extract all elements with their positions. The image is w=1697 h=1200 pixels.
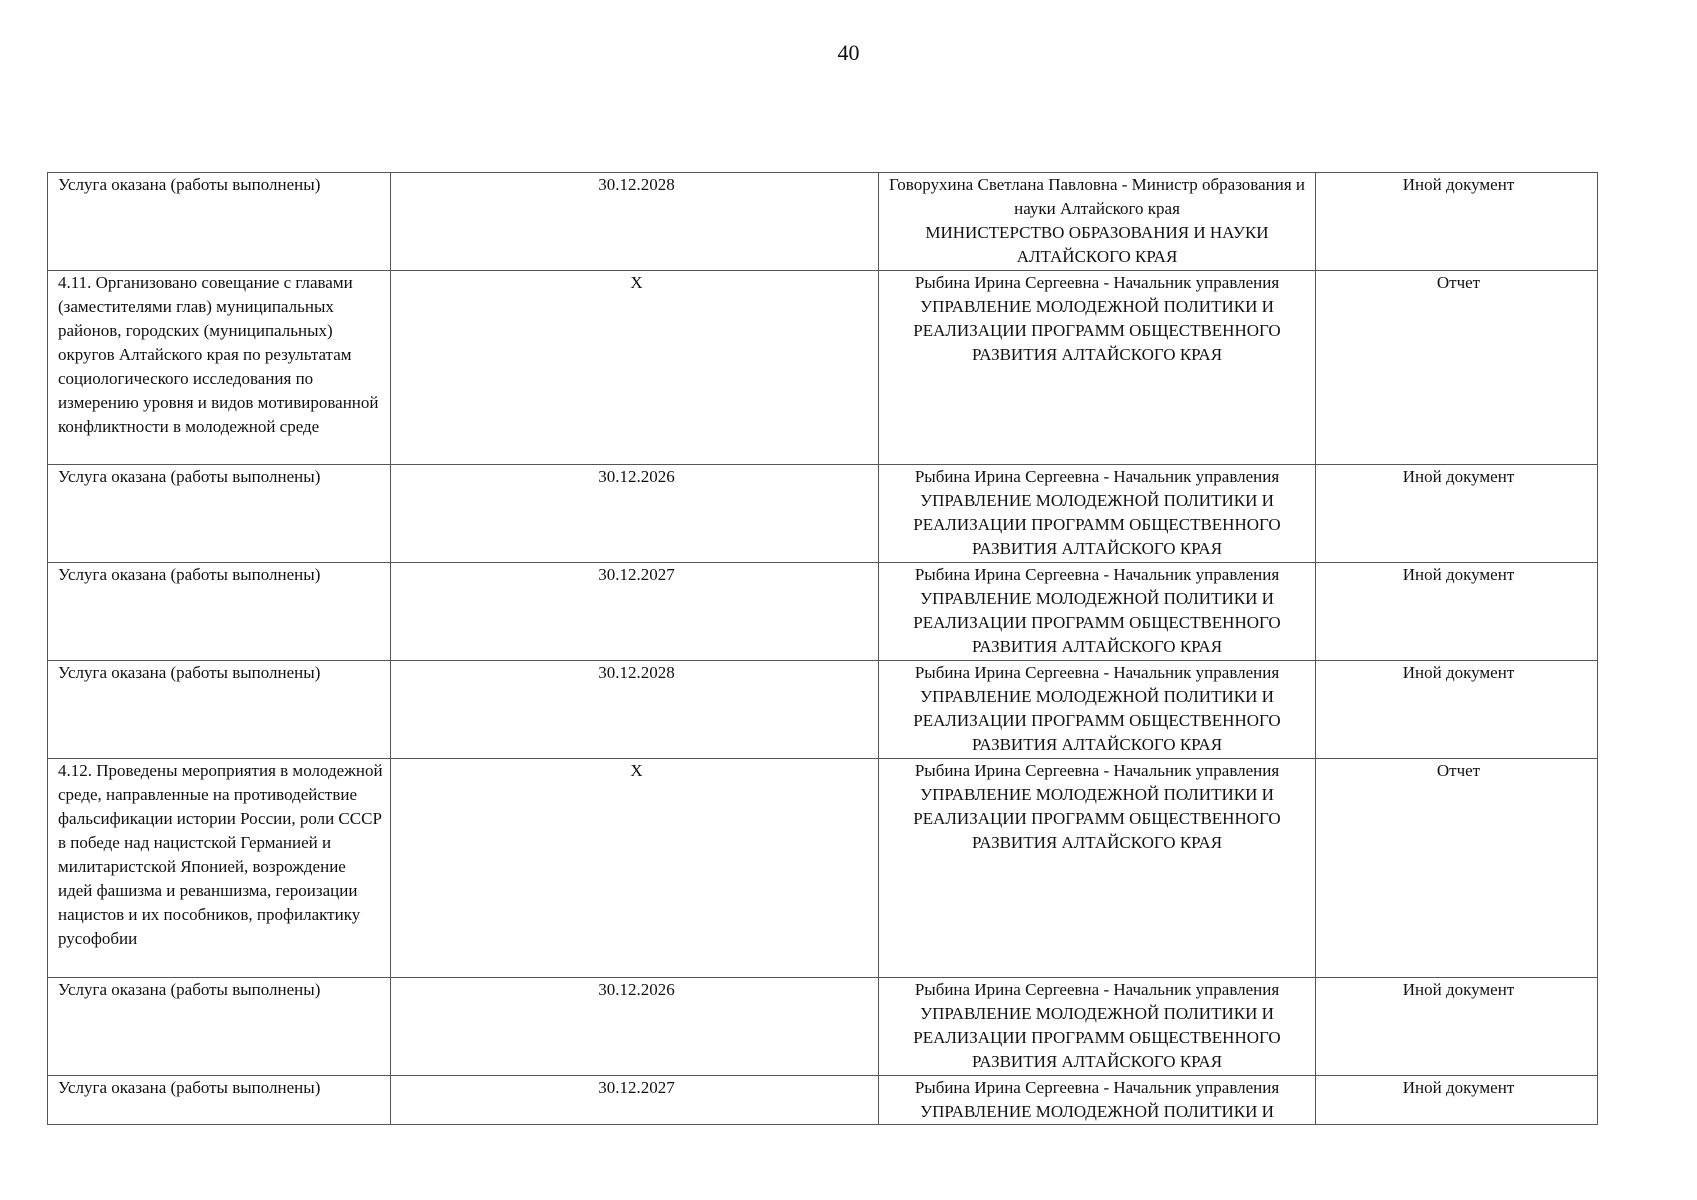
responsible-person: Говорухина Светлана Павловна - Министр образования и науки Алтайского края xyxy=(888,175,1306,218)
result-name-cell: Услуга оказана (работы выполнены) xyxy=(48,465,391,563)
responsible-cell xyxy=(879,1076,1316,1125)
responsible-organization: УПРАВЛЕНИЕ МОЛОДЕЖНОЙ ПОЛИТИКИ И xyxy=(920,1102,1274,1121)
table-row xyxy=(48,661,1598,759)
responsible-person: Рыбина Ирина Сергеевна - Начальник управления xyxy=(914,467,1280,486)
table-row xyxy=(48,978,1598,1076)
responsible-cell xyxy=(879,465,1316,563)
deadline-cell: 30.12.2026 xyxy=(391,978,879,1076)
responsible-cell xyxy=(879,759,1316,978)
result-name-cell: Услуга оказана (работы выполнены) xyxy=(48,563,391,661)
deadline-cell: X xyxy=(391,759,879,978)
document-type-cell: Иной документ xyxy=(1316,661,1598,759)
responsible-cell xyxy=(879,563,1316,661)
responsible-organization: УПРАВЛЕНИЕ МОЛОДЕЖНОЙ ПОЛИТИКИ И РЕАЛИЗАЦИИ ПРОГРАММ ОБЩЕСТВЕННОГО РАЗВИТИЯ АЛТАЙСКОГО КРАЯ xyxy=(913,1004,1281,1071)
responsible-person: Рыбина Ирина Сергеевна - Начальник управления xyxy=(914,980,1280,999)
deadline-cell: 30.12.2028 xyxy=(391,173,879,271)
document-type-cell: Иной документ xyxy=(1316,1076,1598,1125)
responsible-person: Рыбина Ирина Сергеевна - Начальник управления xyxy=(914,1078,1280,1097)
table-row xyxy=(48,1076,1598,1125)
deadline-cell: 30.12.2026 xyxy=(391,465,879,563)
responsible-person: Рыбина Ирина Сергеевна - Начальник управления xyxy=(914,663,1280,682)
responsible-organization: УПРАВЛЕНИЕ МОЛОДЕЖНОЙ ПОЛИТИКИ И РЕАЛИЗАЦИИ ПРОГРАММ ОБЩЕСТВЕННОГО РАЗВИТИЯ АЛТАЙСКОГО КРАЯ xyxy=(913,785,1281,852)
result-name-cell: Услуга оказана (работы выполнены) xyxy=(48,978,391,1076)
responsible-person: Рыбина Ирина Сергеевна - Начальник управления xyxy=(914,761,1280,780)
document-type-cell: Отчет xyxy=(1316,271,1598,465)
deadline-cell: X xyxy=(391,271,879,465)
document-type-cell: Иной документ xyxy=(1316,173,1598,271)
document-type-cell: Иной документ xyxy=(1316,563,1598,661)
document-type-cell: Отчет xyxy=(1316,759,1598,978)
result-name-cell: 4.12. Проведены мероприятия в молодежной среде, направленные на противодействие фальсификации истории России, роли СССР в победе над нацистской Германией и милитаристской Японией, возрождение идей фашизма и реваншизма, героизации нацистов и их пособников, профилактику русофобии xyxy=(48,759,391,978)
responsible-cell xyxy=(879,661,1316,759)
responsible-organization: МИНИСТЕРСТВО ОБРАЗОВАНИЯ И НАУКИ АЛТАЙСКОГО КРАЯ xyxy=(925,223,1269,266)
responsible-cell xyxy=(879,173,1316,271)
plan-table xyxy=(47,172,1598,1125)
responsible-cell xyxy=(879,978,1316,1076)
result-name-cell: Услуга оказана (работы выполнены) xyxy=(48,173,391,271)
responsible-person: Рыбина Ирина Сергеевна - Начальник управления xyxy=(914,273,1280,292)
responsible-organization: УПРАВЛЕНИЕ МОЛОДЕЖНОЙ ПОЛИТИКИ И РЕАЛИЗАЦИИ ПРОГРАММ ОБЩЕСТВЕННОГО РАЗВИТИЯ АЛТАЙСКОГО КРАЯ xyxy=(913,297,1281,364)
plan-table-body xyxy=(48,173,1598,1125)
responsible-cell xyxy=(879,271,1316,465)
table-row xyxy=(48,271,1598,465)
responsible-person: Рыбина Ирина Сергеевна - Начальник управления xyxy=(914,565,1280,584)
deadline-cell: 30.12.2027 xyxy=(391,563,879,661)
page-number: 40 xyxy=(837,40,860,65)
document-type-cell: Иной документ xyxy=(1316,978,1598,1076)
table-row xyxy=(48,465,1598,563)
deadline-cell: 30.12.2027 xyxy=(391,1076,879,1125)
document-type-cell: Иной документ xyxy=(1316,465,1598,563)
result-name-cell: 4.11. Организовано совещание с главами (заместителями глав) муниципальных районов, городских (муниципальных) округов Алтайского края по результатам социологического исследования по измерению уровня и видов мотивированной конфликтности в молодежной среде xyxy=(48,271,391,465)
result-name-cell: Услуга оказана (работы выполнены) xyxy=(48,661,391,759)
responsible-organization: УПРАВЛЕНИЕ МОЛОДЕЖНОЙ ПОЛИТИКИ И РЕАЛИЗАЦИИ ПРОГРАММ ОБЩЕСТВЕННОГО РАЗВИТИЯ АЛТАЙСКОГО КРАЯ xyxy=(913,491,1281,558)
table-row xyxy=(48,173,1598,271)
deadline-cell: 30.12.2028 xyxy=(391,661,879,759)
table-row xyxy=(48,563,1598,661)
table-row xyxy=(48,759,1598,978)
result-name-cell: Услуга оказана (работы выполнены) xyxy=(48,1076,391,1125)
responsible-organization: УПРАВЛЕНИЕ МОЛОДЕЖНОЙ ПОЛИТИКИ И РЕАЛИЗАЦИИ ПРОГРАММ ОБЩЕСТВЕННОГО РАЗВИТИЯ АЛТАЙСКОГО КРАЯ xyxy=(913,687,1281,754)
responsible-organization: УПРАВЛЕНИЕ МОЛОДЕЖНОЙ ПОЛИТИКИ И РЕАЛИЗАЦИИ ПРОГРАММ ОБЩЕСТВЕННОГО РАЗВИТИЯ АЛТАЙСКОГО КРАЯ xyxy=(913,589,1281,656)
